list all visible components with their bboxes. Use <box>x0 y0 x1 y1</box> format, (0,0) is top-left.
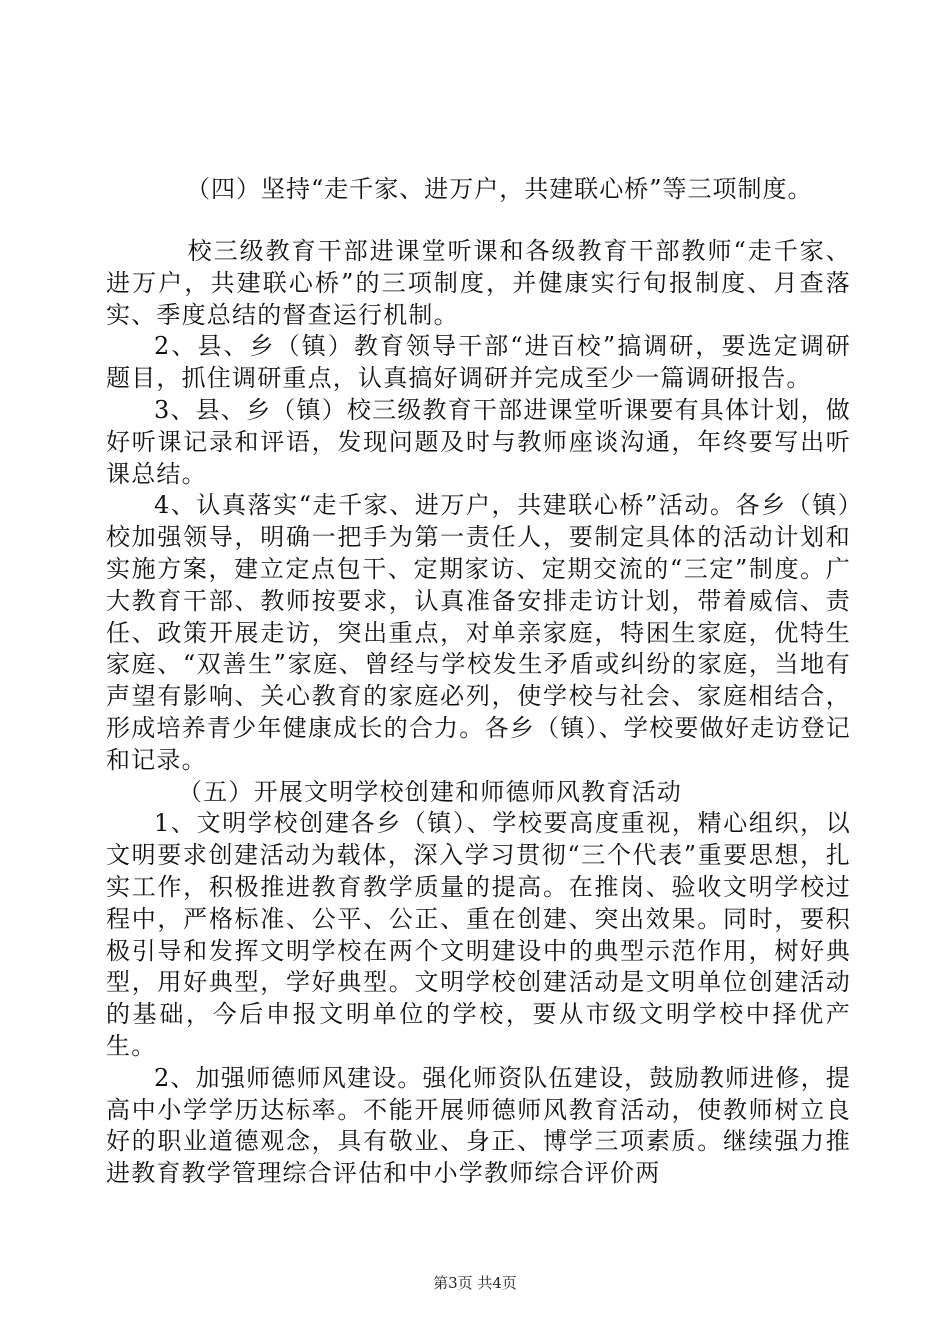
paragraph: 4、认真落实“走千家、进万户，共建联心桥”活动。各乡（镇）校加强领导，明确一把手为第一责任人，要制定具体的活动计划和实施方案，建立定点包干、定期家访、定期交流的“三定”制度。广大教育干部、教师按要求，认真准备安排走访计划，带着威信、责任、政策开展走访，突出重点，对单亲家庭，特困生家庭，优特生家庭、“双善生”家庭、曾经与学校发生矛盾或纠纷的家庭，当地有声望有影响、关心教育的家庭必列，使学校与社会、家庭相结合，形成培养青少年健康成长的合力。各乡（镇）、学校要做好走访登记和记录。 <box>106 491 851 774</box>
paragraph: 1、文明学校创建各乡（镇）、学校要高度重视，精心组织，以文明要求创建活动为载体，深入学习贯彻“三个代表”重要思想，扎实工作，积极推进教育教学质量的提高。在推岗、验收文明学校过程中，严格标准、公平、公正、重在创建、突出效果。同时，要积极引导和发挥文明学校在两个文明建设中的典型示范作用，树好典型，用好典型，学好典型。文明学校创建活动是文明单位创建活动的基础，今后申报文明单位的学校，要从市级文明学校中择优产生。 <box>106 809 851 1060</box>
paragraph: 校三级教育干部进课堂听课和各级教育干部教师“走千家、进万户，共建联心桥”的三项制度，并健康实行旬报制度、月查落实、季度总结的督查运行机制。 <box>106 237 851 329</box>
document-body <box>106 236 851 1190</box>
paragraph: 2、县、乡（镇）教育领导干部“进百校”搞调研，要选定调研题目，抓住调研重点，认真搞好调研并完成至少一篇调研报告。 <box>106 332 851 393</box>
page-number-footer: 第3页 共4页 <box>433 1274 517 1292</box>
paragraph: 2、加强师德师风建设。强化师资队伍建设，鼓励教师进修，提高中小学学历达标率。不能开展师德师风教育活动，使教师树立良好的职业道德观念，具有敬业、身正、博学三项素质。继续强力推进教育教学管理综合评估和中小学教师综合评价两 <box>106 1063 851 1188</box>
paragraph: 3、县、乡（镇）校三级教育干部进课堂听课要有具体计划，做好听课记录和评语，发现问题及时与教师座谈沟通，年终要写出听课总结。 <box>106 395 851 488</box>
subsection-heading: （五）开展文明学校创建和师德师风教育活动 <box>178 777 682 806</box>
section-heading: （四）坚持“走千家、进万户，共建联心桥”等三项制度。 <box>186 175 813 203</box>
